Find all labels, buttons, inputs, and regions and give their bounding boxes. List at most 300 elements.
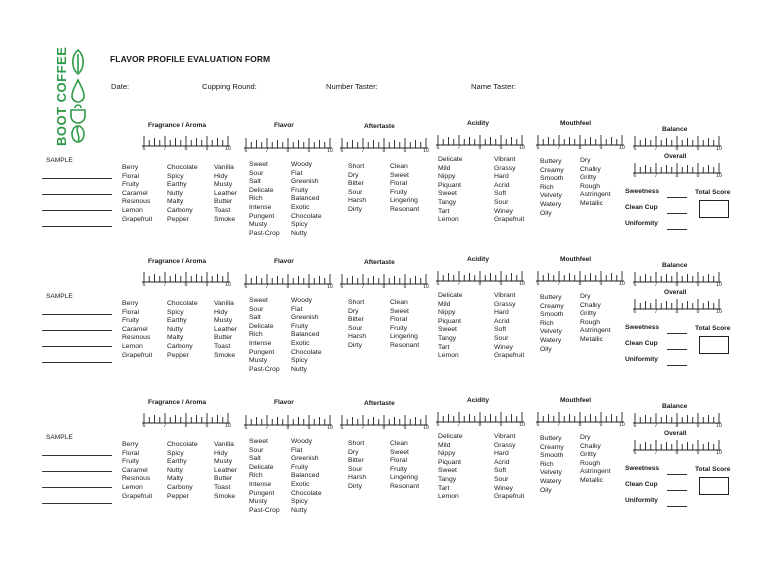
flavor-descriptor[interactable]: Sour <box>494 198 509 206</box>
flavor-descriptor[interactable]: Musty <box>214 181 233 189</box>
flavor-descriptor[interactable]: Watery <box>540 477 562 485</box>
flavor-descriptor[interactable]: Sweet <box>390 307 409 315</box>
flavor-descriptor[interactable]: Rough <box>580 459 601 467</box>
flavor-descriptor[interactable]: Floral <box>122 449 139 457</box>
flavor-descriptor[interactable]: Balanced <box>291 331 320 339</box>
flavor-descriptor[interactable]: Lemon <box>438 216 459 224</box>
flavor-descriptor[interactable]: Delicate <box>438 292 463 299</box>
flavor-descriptor[interactable]: Butter <box>214 198 233 206</box>
flavor-descriptor[interactable]: Rough <box>580 318 601 326</box>
flavor-descriptor[interactable]: Smoke <box>214 215 236 223</box>
flavor-descriptor[interactable]: Short <box>348 163 365 170</box>
scale-number: 6 <box>536 145 540 151</box>
flavor-descriptor[interactable]: Sour <box>249 446 264 454</box>
flavor-descriptor[interactable]: Chocolate <box>167 164 198 171</box>
sample-notes-line[interactable] <box>42 210 112 211</box>
flavor-descriptor[interactable]: Earthy <box>167 181 187 189</box>
mouthfeel-scale[interactable] <box>536 271 624 287</box>
balance-scale[interactable] <box>633 413 721 429</box>
flavor-scale[interactable] <box>244 274 332 290</box>
flavor-descriptor[interactable]: Clean <box>390 163 408 170</box>
clean-cup-field[interactable] <box>667 490 687 491</box>
flavor-descriptor[interactable]: Lemon <box>438 352 459 360</box>
flavor-descriptor[interactable]: Mild <box>438 164 451 172</box>
flavor-descriptor[interactable]: Dry <box>348 171 359 179</box>
mouthfeel-scale[interactable] <box>536 135 624 151</box>
flavor-descriptor[interactable]: Fruity <box>390 324 407 332</box>
flavor-descriptor[interactable]: Nutty <box>167 189 183 197</box>
flavor-descriptor[interactable]: Harsh <box>348 333 367 341</box>
flavor-descriptor[interactable]: Oily <box>540 486 552 494</box>
flavor-descriptor[interactable]: Harsh <box>348 197 367 205</box>
flavor-scale[interactable] <box>244 415 332 431</box>
flavor-descriptor[interactable]: Floral <box>122 172 139 180</box>
flavor-descriptor[interactable]: Grapefruit <box>494 216 525 224</box>
flavor-descriptor[interactable]: Salt <box>249 178 261 186</box>
flavor-descriptor[interactable]: Lemon <box>438 493 459 501</box>
sample-notes-line[interactable] <box>42 362 112 363</box>
flavor-descriptor[interactable]: Nutty <box>291 229 307 237</box>
flavor-descriptor[interactable]: Chalky <box>580 165 601 173</box>
flavor-descriptor[interactable]: Past-Crop <box>249 229 280 237</box>
flavor-descriptor[interactable]: Pungent <box>249 212 275 220</box>
flavor-descriptor[interactable]: Caramel <box>122 325 148 333</box>
flavor-descriptor[interactable]: Toast <box>214 342 231 350</box>
flavor-descriptor[interactable]: Resonant <box>390 341 420 349</box>
flavor-descriptor[interactable]: Fruity <box>291 322 308 330</box>
flavor-descriptor[interactable]: Chocolate <box>291 212 322 220</box>
flavor-descriptor[interactable]: Chocolate <box>167 441 198 448</box>
flavor-descriptor[interactable]: Sour <box>249 305 264 313</box>
flavor-descriptor[interactable]: Spicy <box>291 357 308 365</box>
flavor-descriptor[interactable]: Smooth <box>540 175 564 183</box>
flavor-descriptor[interactable]: Greenish <box>291 455 319 463</box>
flavor-descriptor[interactable]: Carbony <box>167 342 193 350</box>
flavor-descriptor[interactable]: Delicate <box>249 463 274 471</box>
flavor-descriptor[interactable]: Greenish <box>291 178 319 186</box>
flavor-descriptor[interactable]: Fruity <box>390 465 407 473</box>
flavor-descriptor[interactable]: Fruity <box>291 463 308 471</box>
flavor-descriptor[interactable]: Hidy <box>214 308 228 316</box>
flavor-descriptor[interactable]: Dirty <box>348 482 362 490</box>
flavor-descriptor[interactable]: Acrid <box>494 317 510 325</box>
sample-notes-line[interactable] <box>42 178 112 179</box>
scale-number: 9 <box>499 145 503 151</box>
flavor-descriptor[interactable]: Acrid <box>494 458 510 466</box>
flavor-descriptor[interactable]: Delicate <box>249 186 274 194</box>
flavor-descriptor[interactable]: Short <box>348 299 365 306</box>
sample-notes-line[interactable] <box>42 503 112 504</box>
flavor-descriptor[interactable]: Delicate <box>438 433 463 440</box>
sample-notes-line[interactable] <box>42 226 112 227</box>
flavor-descriptor[interactable]: Fruity <box>291 186 308 194</box>
total-score-box[interactable] <box>699 200 729 218</box>
scale-number: 10 <box>619 145 625 151</box>
balance-scale[interactable] <box>633 272 721 288</box>
flavor-descriptor[interactable]: Caramel <box>122 466 148 474</box>
flavor-descriptor[interactable]: Grapefruit <box>122 492 153 500</box>
flavor-descriptor[interactable]: Gritty <box>580 174 597 182</box>
flavor-descriptor[interactable]: Flat <box>291 305 303 313</box>
flavor-descriptor[interactable]: Nippy <box>438 309 456 317</box>
flavor-descriptor[interactable]: Buttery <box>540 294 562 301</box>
flavor-descriptor[interactable]: Sour <box>348 188 363 196</box>
flavor-descriptor[interactable]: Tangy <box>438 334 457 342</box>
flavor-descriptor[interactable]: Grassy <box>494 300 516 308</box>
flavor-descriptor[interactable]: Intense <box>249 203 272 211</box>
flavor-descriptor[interactable]: Lemon <box>122 483 143 491</box>
flavor-descriptor[interactable]: Tart <box>438 343 450 351</box>
flavor-descriptor[interactable]: Exotic <box>291 339 310 347</box>
flavor-descriptor[interactable]: Smoke <box>214 492 236 500</box>
flavor-descriptor[interactable]: Earthy <box>167 458 187 466</box>
flavor-descriptor[interactable]: Grassy <box>494 441 516 449</box>
flavor-descriptor[interactable]: Resinous <box>122 198 151 206</box>
sweetness-field[interactable] <box>667 474 687 475</box>
sample-notes-line[interactable] <box>42 455 112 456</box>
flavor-descriptor[interactable]: Malty <box>167 198 184 206</box>
flavor-descriptor[interactable]: Pungent <box>249 348 275 356</box>
flavor-descriptor[interactable]: Smooth <box>540 452 564 460</box>
flavor-descriptor[interactable]: Lemon <box>122 342 143 350</box>
flavor-descriptor[interactable]: Dirty <box>348 205 362 213</box>
flavor-descriptor[interactable]: Earthy <box>167 317 187 325</box>
flavor-descriptor[interactable]: Vanilla <box>214 441 234 448</box>
fragrance-scale[interactable] <box>142 272 230 288</box>
aftertaste-scale[interactable] <box>340 415 428 431</box>
sweetness-field[interactable] <box>667 333 687 334</box>
total-score-box[interactable] <box>699 336 729 354</box>
overall-scale[interactable] <box>633 163 721 179</box>
flavor-descriptor[interactable]: Smoke <box>214 351 236 359</box>
flavor-descriptor[interactable]: Musty <box>249 221 268 229</box>
flavor-descriptor[interactable]: Winey <box>494 343 513 351</box>
flavor-descriptor[interactable]: Watery <box>540 336 562 344</box>
flavor-descriptor[interactable]: Carbony <box>167 483 193 491</box>
flavor-descriptor[interactable]: Hidy <box>214 172 228 180</box>
flavor-descriptor[interactable]: Dry <box>580 293 591 300</box>
flavor-descriptor[interactable]: Piquant <box>438 181 462 189</box>
flavor-descriptor[interactable]: Metallic <box>580 476 604 484</box>
flavor-descriptor[interactable]: Astringent <box>580 468 611 476</box>
sample-notes-line[interactable] <box>42 471 112 472</box>
flavor-descriptor[interactable]: Hard <box>494 450 509 458</box>
flavor-descriptor[interactable]: Harsh <box>348 474 367 482</box>
flavor-descriptor[interactable]: Balanced <box>291 472 320 480</box>
flavor-descriptor[interactable]: Exotic <box>291 480 310 488</box>
flavor-descriptor[interactable]: Chalky <box>580 301 601 309</box>
scale-number: 7 <box>654 309 658 315</box>
flavor-descriptor[interactable]: Metallic <box>580 335 604 343</box>
flavor-descriptor[interactable]: Floral <box>122 308 139 316</box>
flavor-descriptor[interactable]: Nippy <box>438 450 456 458</box>
flavor-descriptor[interactable]: Nutty <box>291 506 307 514</box>
flavor-descriptor[interactable]: Lingering <box>390 197 418 205</box>
flavor-descriptor[interactable]: Vibrant <box>494 292 516 299</box>
flavor-descriptor[interactable]: Musty <box>249 498 268 506</box>
sample-notes-line[interactable] <box>42 314 112 315</box>
fragrance-scale[interactable] <box>142 413 230 429</box>
flavor-descriptor[interactable]: Clean <box>390 440 408 447</box>
flavor-descriptor[interactable]: Winey <box>494 207 513 215</box>
flavor-descriptor[interactable]: Nutty <box>291 365 307 373</box>
flavor-descriptor[interactable]: Spicy <box>167 308 184 316</box>
flavor-descriptor[interactable]: Chocolate <box>291 348 322 356</box>
flavor-descriptor[interactable]: Rich <box>249 472 263 480</box>
flavor-descriptor[interactable]: Toast <box>214 483 231 491</box>
flavor-descriptor[interactable]: Gritty <box>580 451 597 459</box>
flavor-descriptor[interactable]: Hidy <box>214 449 228 457</box>
flavor-descriptor[interactable]: Buttery <box>540 158 562 165</box>
acidity-scale[interactable] <box>436 271 524 287</box>
flavor-descriptor[interactable]: Balanced <box>291 195 320 203</box>
flavor-descriptor[interactable]: Watery <box>540 200 562 208</box>
flavor-descriptor[interactable]: Lingering <box>390 333 418 341</box>
flavor-descriptor[interactable]: Woody <box>291 438 313 445</box>
sample-notes-line[interactable] <box>42 346 112 347</box>
flavor-descriptor[interactable]: Vanilla <box>214 300 234 307</box>
flavor-descriptor[interactable]: Woody <box>291 161 313 168</box>
flavor-descriptor[interactable]: Acrid <box>494 181 510 189</box>
flavor-descriptor[interactable]: Sweet <box>249 438 268 445</box>
flavor-descriptor[interactable]: Delicate <box>249 322 274 330</box>
aftertaste-words-1 <box>348 163 366 215</box>
uniformity-field[interactable] <box>667 506 687 507</box>
flavor-descriptor[interactable]: Grapefruit <box>494 493 525 501</box>
flavor-descriptor[interactable]: Nippy <box>438 173 456 181</box>
flavor-descriptor[interactable]: Dry <box>580 434 591 441</box>
flavor-descriptor[interactable]: Gritty <box>580 310 597 318</box>
flavor-descriptor[interactable]: Vibrant <box>494 156 516 163</box>
flavor-descriptor[interactable]: Musty <box>214 317 233 325</box>
flavor-descriptor[interactable]: Delicate <box>438 156 463 163</box>
flavor-descriptor[interactable]: Flat <box>291 169 303 177</box>
flavor-descriptor[interactable]: Tangy <box>438 475 457 483</box>
flavor-descriptor[interactable]: Exotic <box>291 203 310 211</box>
acidity-scale[interactable] <box>436 135 524 151</box>
flavor-descriptor[interactable]: Vanilla <box>214 164 234 171</box>
flavor-descriptor[interactable]: Musty <box>249 357 268 365</box>
flavor-descriptor[interactable]: Sweet <box>249 297 268 304</box>
scale-number: 9 <box>696 423 700 429</box>
flavor-descriptor[interactable]: Rough <box>580 182 601 190</box>
flavor-descriptor[interactable]: Floral <box>390 316 407 324</box>
flavor-descriptor[interactable]: Chocolate <box>291 489 322 497</box>
flavor-descriptor[interactable]: Leather <box>214 325 238 333</box>
flavor-words-1 <box>249 438 280 515</box>
flavor-descriptor[interactable]: Caramel <box>122 189 148 197</box>
flavor-descriptor[interactable]: Velvety <box>540 328 562 336</box>
flavor-descriptor[interactable]: Sour <box>348 324 363 332</box>
flavor-descriptor[interactable]: Resonant <box>390 482 420 490</box>
flavor-descriptor[interactable]: Metallic <box>580 199 604 207</box>
flavor-descriptor[interactable]: Sweet <box>438 326 457 334</box>
flavor-descriptor[interactable]: Carbony <box>167 206 193 214</box>
flavor-descriptor[interactable]: Creamy <box>540 443 564 451</box>
flavor-descriptor[interactable]: Creamy <box>540 302 564 310</box>
sample-notes-line[interactable] <box>42 194 112 195</box>
flavor-descriptor[interactable]: Floral <box>390 180 407 188</box>
flavor-descriptor[interactable]: Flat <box>291 446 303 454</box>
scale-number: 8 <box>478 281 482 287</box>
flavor-descriptor[interactable]: Oily <box>540 345 552 353</box>
flavor-descriptor[interactable]: Sweet <box>390 448 409 456</box>
flavor-descriptor[interactable]: Spicy <box>291 498 308 506</box>
overall-scale[interactable] <box>633 440 721 456</box>
flavor-descriptor[interactable]: Bitter <box>348 457 364 465</box>
flavor-descriptor[interactable]: Greenish <box>291 314 319 322</box>
flavor-descriptor[interactable]: Salt <box>249 314 261 322</box>
flavor-descriptor[interactable]: Fruity <box>390 188 407 196</box>
flavor-descriptor[interactable]: Grapefruit <box>122 215 153 223</box>
flavor-title: Flavor <box>274 399 294 406</box>
flavor-scale[interactable] <box>244 138 332 154</box>
scale-number: 9 <box>307 425 311 431</box>
flavor-descriptor[interactable]: Resinous <box>122 475 151 483</box>
uniformity-field[interactable] <box>667 365 687 366</box>
aftertaste-scale[interactable] <box>340 274 428 290</box>
flavor-descriptor[interactable]: Smooth <box>540 311 564 319</box>
mouthfeel-scale[interactable] <box>536 412 624 428</box>
flavor-descriptor[interactable]: Sweet <box>438 467 457 475</box>
flavor-descriptor[interactable]: Vibrant <box>494 433 516 440</box>
flavor-descriptor[interactable]: Velvety <box>540 469 562 477</box>
clean-cup-field[interactable] <box>667 349 687 350</box>
flavor-descriptor[interactable]: Leather <box>214 189 238 197</box>
flavor-descriptor[interactable]: Rich <box>540 319 554 327</box>
sweetness-field[interactable] <box>667 197 687 198</box>
flavor-descriptor[interactable]: Sweet <box>390 171 409 179</box>
flavor-descriptor[interactable]: Intense <box>249 480 272 488</box>
flavor-descriptor[interactable]: Grapefruit <box>122 351 153 359</box>
flavor-descriptor[interactable]: Hard <box>494 173 509 181</box>
sample-notes-line[interactable] <box>42 487 112 488</box>
flavor-descriptor[interactable]: Dry <box>348 448 359 456</box>
flavor-descriptor[interactable]: Sour <box>348 465 363 473</box>
flavor-descriptor[interactable]: Rich <box>540 183 554 191</box>
flavor-descriptor[interactable]: Rich <box>249 331 263 339</box>
flavor-descriptor[interactable]: Berry <box>122 300 139 307</box>
flavor-descriptor[interactable]: Spicy <box>167 172 184 180</box>
flavor-descriptor[interactable]: Winey <box>494 484 513 492</box>
flavor-descriptor[interactable]: Tart <box>438 207 450 215</box>
flavor-descriptor[interactable]: Pepper <box>167 492 189 500</box>
flavor-descriptor[interactable]: Spicy <box>291 221 308 229</box>
flavor-descriptor[interactable]: Grapefruit <box>494 352 525 360</box>
acidity-scale[interactable] <box>436 412 524 428</box>
flavor-descriptor[interactable]: Lingering <box>390 474 418 482</box>
flavor-descriptor[interactable]: Pungent <box>249 489 275 497</box>
flavor-descriptor[interactable]: Nutty <box>167 325 183 333</box>
uniformity-field[interactable] <box>667 229 687 230</box>
clean-cup-field[interactable] <box>667 213 687 214</box>
flavor-descriptor[interactable]: Piquant <box>438 458 462 466</box>
flavor-descriptor[interactable]: Sour <box>249 169 264 177</box>
flavor-descriptor[interactable]: Woody <box>291 297 313 304</box>
flavor-descriptor[interactable]: Mild <box>438 300 451 308</box>
flavor-descriptor[interactable]: Buttery <box>540 435 562 442</box>
flavor-descriptor[interactable]: Clean <box>390 299 408 306</box>
flavor-descriptor[interactable]: Malty <box>167 475 184 483</box>
balance-scale[interactable] <box>633 136 721 152</box>
flavor-descriptor[interactable]: Pepper <box>167 215 189 223</box>
flavor-descriptor[interactable]: Fruity <box>122 181 139 189</box>
flavor-descriptor[interactable]: Sweet <box>438 190 457 198</box>
flavor-descriptor[interactable]: Musty <box>214 458 233 466</box>
flavor-descriptor[interactable]: Salt <box>249 455 261 463</box>
flavor-descriptor[interactable]: Resonant <box>390 205 420 213</box>
scale-number: 7 <box>557 422 561 428</box>
flavor-descriptor[interactable]: Malty <box>167 334 184 342</box>
flavor-descriptor[interactable]: Lemon <box>122 206 143 214</box>
flavor-descriptor[interactable]: Grassy <box>494 164 516 172</box>
flavor-descriptor[interactable]: Berry <box>122 164 139 171</box>
flavor-descriptor[interactable]: Toast <box>214 206 231 214</box>
flavor-descriptor[interactable]: Intense <box>249 339 272 347</box>
flavor-descriptor[interactable]: Fruity <box>122 458 139 466</box>
flavor-descriptor[interactable]: Piquant <box>438 317 462 325</box>
total-score-box[interactable] <box>699 477 729 495</box>
flavor-descriptor[interactable]: Creamy <box>540 166 564 174</box>
flavor-descriptor[interactable]: Butter <box>214 475 233 483</box>
flavor-descriptor[interactable]: Soft <box>494 467 507 475</box>
fragrance-scale[interactable] <box>142 136 230 152</box>
flavor-descriptor[interactable]: Dry <box>348 307 359 315</box>
flavor-descriptor[interactable]: Butter <box>214 334 233 342</box>
flavor-descriptor[interactable]: Nutty <box>167 466 183 474</box>
flavor-descriptor[interactable]: Bitter <box>348 316 364 324</box>
flavor-descriptor[interactable]: Resinous <box>122 334 151 342</box>
flavor-descriptor[interactable]: Leather <box>214 466 238 474</box>
flavor-descriptor[interactable]: Spicy <box>167 449 184 457</box>
flavor-descriptor[interactable]: Dry <box>580 157 591 164</box>
flavor-descriptor[interactable]: Tangy <box>438 198 457 206</box>
flavor-descriptor[interactable]: Astringent <box>580 327 611 335</box>
flavor-descriptor[interactable]: Fruity <box>122 317 139 325</box>
flavor-descriptor[interactable]: Sour <box>494 334 509 342</box>
flavor-descriptor[interactable]: Chocolate <box>167 300 198 307</box>
flavor-descriptor[interactable]: Bitter <box>348 180 364 188</box>
flavor-descriptor[interactable]: Dirty <box>348 341 362 349</box>
flavor-descriptor[interactable]: Past-Crop <box>249 365 280 373</box>
flavor-descriptor[interactable]: Pepper <box>167 351 189 359</box>
flavor-descriptor[interactable]: Floral <box>390 457 407 465</box>
flavor-descriptor[interactable]: Short <box>348 440 365 447</box>
scale-number: 9 <box>696 309 700 315</box>
flavor-descriptor[interactable]: Velvety <box>540 192 562 200</box>
sample-notes-line[interactable] <box>42 330 112 331</box>
flavor-descriptor[interactable]: Rich <box>249 195 263 203</box>
flavor-descriptor[interactable]: Sweet <box>249 161 268 168</box>
flavor-descriptor[interactable]: Sour <box>494 475 509 483</box>
flavor-descriptor[interactable]: Soft <box>494 326 507 334</box>
flavor-descriptor[interactable]: Berry <box>122 441 139 448</box>
flavor-descriptor[interactable]: Oily <box>540 209 552 217</box>
flavor-descriptor[interactable]: Mild <box>438 441 451 449</box>
scale-number: 9 <box>205 423 209 429</box>
flavor-descriptor[interactable]: Past-Crop <box>249 506 280 514</box>
flavor-descriptor[interactable]: Hard <box>494 309 509 317</box>
flavor-descriptor[interactable]: Soft <box>494 190 507 198</box>
flavor-descriptor[interactable]: Rich <box>540 460 554 468</box>
scale-number: 9 <box>307 284 311 290</box>
aftertaste-scale[interactable] <box>340 138 428 154</box>
overall-scale[interactable] <box>633 299 721 315</box>
fragrance-words-3 <box>214 300 237 360</box>
flavor-descriptor[interactable]: Chalky <box>580 442 601 450</box>
flavor-descriptor[interactable]: Tart <box>438 484 450 492</box>
flavor-descriptor[interactable]: Astringent <box>580 191 611 199</box>
